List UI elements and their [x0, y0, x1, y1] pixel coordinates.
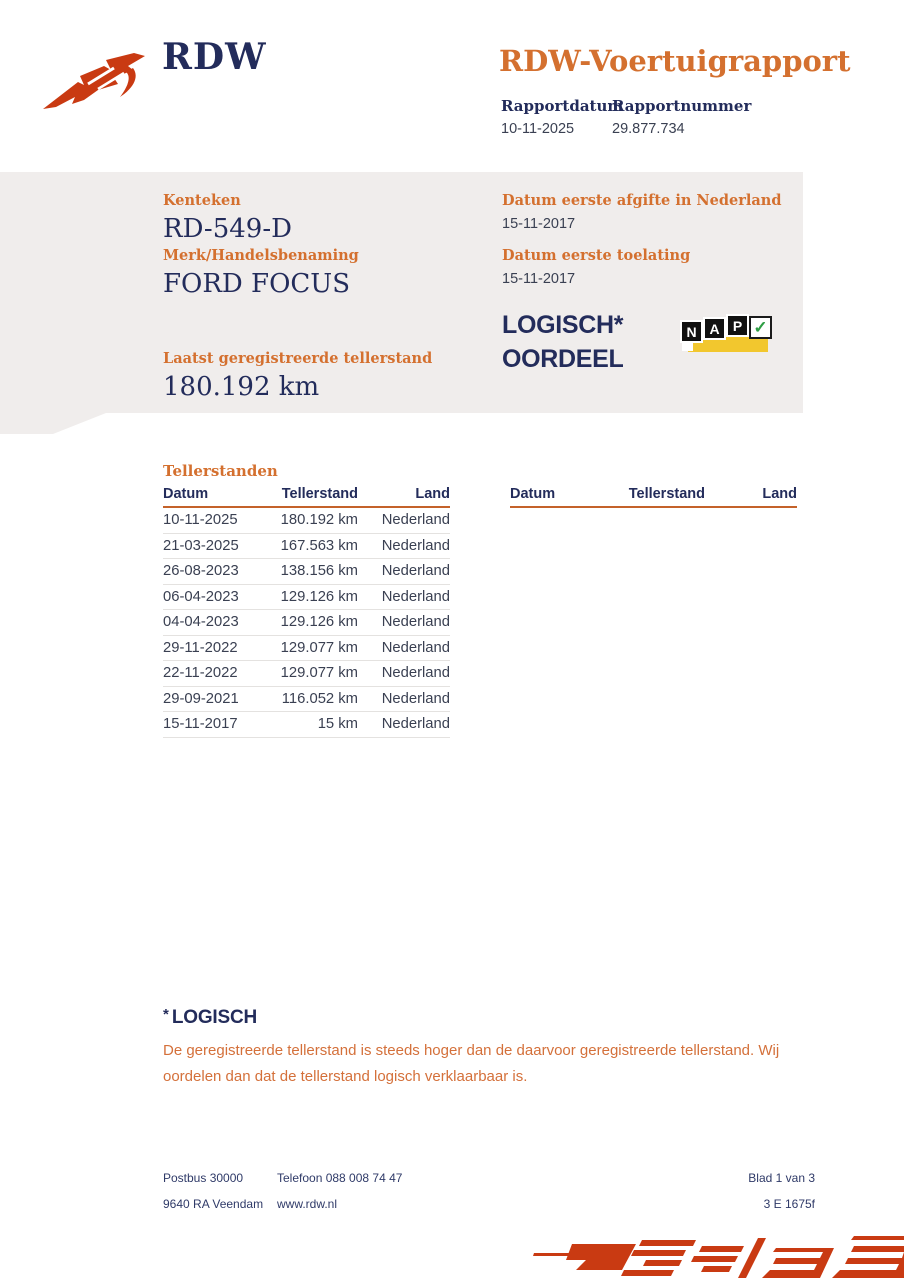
- cell-datum: 29-09-2021: [163, 690, 239, 707]
- oordeel-line2: OORDEEL: [502, 345, 624, 373]
- kenteken-value: RD-549-D: [163, 214, 292, 244]
- cell-tellerstand: 129.077 km: [280, 639, 358, 656]
- toelating-value: 15-11-2017: [502, 271, 576, 287]
- table-row: [163, 687, 450, 713]
- rdw-feather-logo-icon: [38, 46, 150, 124]
- cell-datum: 04-04-2023: [163, 614, 239, 631]
- page-footer: [163, 1171, 815, 1223]
- col-tellerstand: Tellerstand: [281, 486, 358, 502]
- tellerstanden-table-right: [510, 486, 797, 508]
- table-row: [163, 610, 450, 636]
- merk-label: Merk/Handelsbenaming: [163, 247, 359, 264]
- panel-corner-tab: [0, 413, 106, 434]
- col-land: Land: [762, 486, 797, 502]
- table-row: [163, 712, 450, 738]
- cell-land: Nederland: [381, 563, 450, 580]
- cell-tellerstand: 129.077 km: [280, 665, 358, 682]
- col-land: Land: [415, 486, 450, 502]
- col-tellerstand: Tellerstand: [628, 486, 705, 502]
- rdw-logo-text: RDW: [162, 36, 267, 78]
- table-row: [163, 661, 450, 687]
- oordeel-line1: LOGISCH*: [502, 311, 624, 339]
- table-row: [163, 508, 450, 534]
- cell-tellerstand: 138.156 km: [280, 563, 358, 580]
- report-date-label: Rapportdatum: [501, 97, 624, 115]
- logisch-footnote: [163, 1006, 823, 1090]
- merk-value: FORD FOCUS: [163, 269, 351, 299]
- nap-check-icon: ✓: [749, 316, 772, 339]
- footer-doc-code: 3 E 1675f: [763, 1197, 815, 1211]
- report-number-label: Rapportnummer: [612, 97, 752, 115]
- cell-land: Nederland: [381, 512, 450, 529]
- cell-land: Nederland: [381, 537, 450, 554]
- cell-land: Nederland: [381, 639, 450, 656]
- laatste-tellerstand-label: Laatst geregistreerde tellerstand: [163, 350, 433, 367]
- cell-tellerstand: 129.126 km: [280, 588, 358, 605]
- cell-land: Nederland: [381, 665, 450, 682]
- footer-postbus: Postbus 30000: [163, 1171, 244, 1185]
- tellerstanden-rows: [163, 508, 450, 738]
- vehicle-summary-panel: [0, 172, 803, 413]
- footnote-word: LOGISCH: [171, 1007, 258, 1028]
- cell-datum: 22-11-2022: [163, 665, 238, 682]
- cell-datum: 21-03-2025: [163, 537, 239, 554]
- speed-stripes-graphic: [514, 1232, 904, 1280]
- footer-website: www.rdw.nl: [277, 1197, 338, 1211]
- footer-phone: Telefoon 088 008 74 47: [277, 1171, 403, 1185]
- cell-tellerstand: 15 km: [317, 716, 358, 733]
- nap-letter-n: N: [680, 320, 703, 343]
- nap-logo: [678, 312, 774, 360]
- table-header: [510, 486, 797, 508]
- footnote-text: De geregistreerde tellerstand is steeds hoger dan de daarvoor geregistreerde tellerstand. Wij oordelen dan dat de tellerstand logisch verklaarbaar is.: [163, 1042, 780, 1085]
- report-meta: [501, 97, 751, 137]
- table-row: [163, 636, 450, 662]
- cell-tellerstand: 167.563 km: [280, 537, 358, 554]
- footnote-marker: *: [163, 1006, 169, 1023]
- table-row: [163, 559, 450, 585]
- tellerstanden-title: Tellerstanden: [163, 462, 278, 480]
- col-datum: Datum: [163, 486, 209, 502]
- cell-datum: 06-04-2023: [163, 588, 239, 605]
- afgifte-value: 15-11-2017: [502, 216, 576, 232]
- page-title: RDW-Voertuigrapport: [499, 44, 851, 78]
- table-row: [163, 585, 450, 611]
- toelating-label: Datum eerste toelating: [502, 247, 691, 264]
- cell-datum: 15-11-2017: [163, 716, 238, 733]
- col-datum: Datum: [510, 486, 556, 502]
- nap-letter-a: A: [703, 317, 726, 340]
- cell-tellerstand: 180.192 km: [280, 512, 358, 529]
- table-row: [163, 534, 450, 560]
- cell-land: Nederland: [381, 588, 450, 605]
- cell-tellerstand: 116.052 km: [281, 690, 358, 707]
- cell-land: Nederland: [381, 716, 450, 733]
- report-date-value: 10-11-2025: [501, 121, 575, 137]
- kenteken-label: Kenteken: [163, 192, 241, 209]
- nap-letter-p: P: [726, 314, 749, 337]
- cell-datum: 26-08-2023: [163, 563, 239, 580]
- table-header: [163, 486, 450, 508]
- afgifte-label: Datum eerste afgifte in Nederland: [502, 192, 782, 209]
- footnote-title: [163, 1006, 823, 1029]
- cell-land: Nederland: [381, 690, 450, 707]
- cell-datum: 29-11-2022: [163, 639, 238, 656]
- cell-land: Nederland: [381, 614, 450, 631]
- cell-tellerstand: 129.126 km: [280, 614, 358, 631]
- footer-city: 9640 RA Veendam: [163, 1197, 264, 1211]
- cell-datum: 10-11-2025: [163, 512, 238, 529]
- laatste-tellerstand-value: 180.192 km: [163, 372, 320, 402]
- tellerstanden-table-left: [163, 486, 450, 738]
- report-number-value: 29.877.734: [612, 121, 685, 137]
- footer-page-number: Blad 1 van 3: [748, 1171, 815, 1185]
